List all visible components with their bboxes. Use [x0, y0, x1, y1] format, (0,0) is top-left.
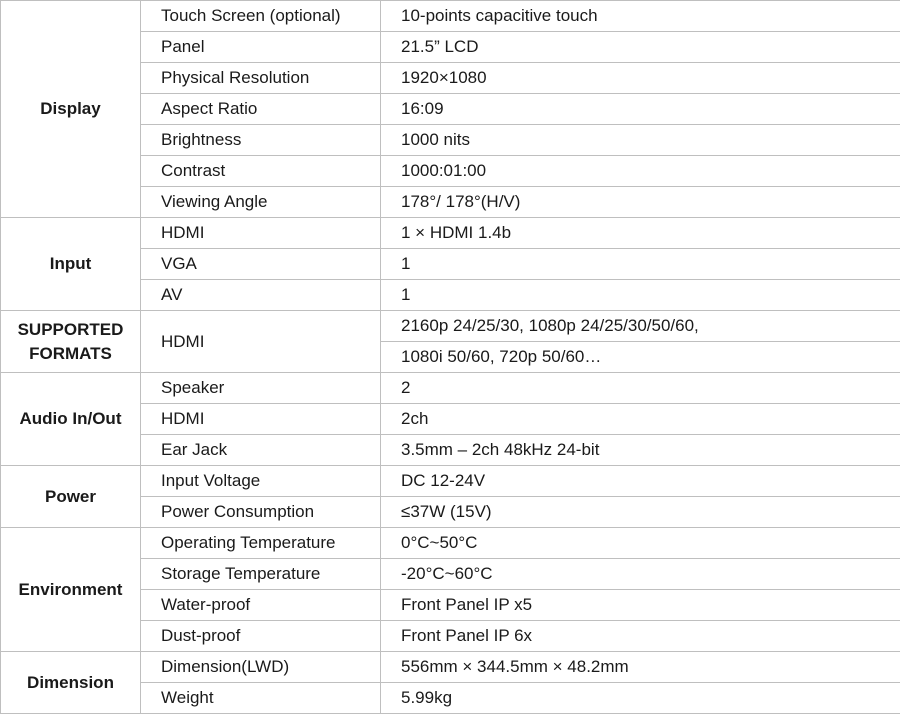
category-power: Power	[1, 466, 141, 528]
spec-value: 1080i 50/60, 720p 50/60…	[381, 342, 900, 373]
table-row	[1, 528, 900, 559]
spec-value: 5.99kg	[381, 683, 900, 714]
spec-label: Water-proof	[141, 590, 381, 621]
spec-value: DC 12-24V	[381, 466, 900, 497]
table-row	[1, 1, 900, 32]
spec-label: Contrast	[141, 156, 381, 187]
spec-value: 16:09	[381, 94, 900, 125]
spec-value: 1 × HDMI 1.4b	[381, 218, 900, 249]
spec-label: VGA	[141, 249, 381, 280]
spec-label: Dust-proof	[141, 621, 381, 652]
spec-label: Power Consumption	[141, 497, 381, 528]
spec-value: 1	[381, 280, 900, 311]
category-display: Display	[1, 1, 141, 218]
spec-label: Physical Resolution	[141, 63, 381, 94]
spec-label: Brightness	[141, 125, 381, 156]
spec-label: Viewing Angle	[141, 187, 381, 218]
spec-value: 2	[381, 373, 900, 404]
spec-label: AV	[141, 280, 381, 311]
spec-label: Operating Temperature	[141, 528, 381, 559]
spec-value: -20°C~60°C	[381, 559, 900, 590]
spec-value: 10-points capacitive touch	[381, 1, 900, 32]
table-row	[1, 311, 900, 342]
category-input: Input	[1, 218, 141, 311]
table-row	[1, 466, 900, 497]
table-row	[1, 373, 900, 404]
spec-value: 556mm × 344.5mm × 48.2mm	[381, 652, 900, 683]
spec-value: Front Panel IP x5	[381, 590, 900, 621]
spec-value: ≤37W (15V)	[381, 497, 900, 528]
spec-label: Dimension(LWD)	[141, 652, 381, 683]
category-environment: Environment	[1, 528, 141, 652]
spec-label: HDMI	[141, 311, 381, 373]
spec-label: Panel	[141, 32, 381, 63]
spec-value: 2ch	[381, 404, 900, 435]
spec-value: 0°C~50°C	[381, 528, 900, 559]
spec-value: 21.5” LCD	[381, 32, 900, 63]
spec-value: Front Panel IP 6x	[381, 621, 900, 652]
spec-label: Touch Screen (optional)	[141, 1, 381, 32]
spec-label: HDMI	[141, 218, 381, 249]
spec-label: Input Voltage	[141, 466, 381, 497]
spec-value: 1	[381, 249, 900, 280]
spec-label: Storage Temperature	[141, 559, 381, 590]
spec-label: Weight	[141, 683, 381, 714]
spec-label: HDMI	[141, 404, 381, 435]
spec-label: Speaker	[141, 373, 381, 404]
spec-table-body	[1, 1, 900, 714]
spec-value: 3.5mm – 2ch 48kHz 24-bit	[381, 435, 900, 466]
spec-label: Aspect Ratio	[141, 94, 381, 125]
category-supported-formats: SUPPORTED FORMATS	[1, 311, 141, 373]
spec-value: 1000:01:00	[381, 156, 900, 187]
spec-value: 1920×1080	[381, 63, 900, 94]
spec-value: 178°/ 178°(H/V)	[381, 187, 900, 218]
spec-value: 1000 nits	[381, 125, 900, 156]
spec-label: Ear Jack	[141, 435, 381, 466]
table-row	[1, 218, 900, 249]
category-dimension: Dimension	[1, 652, 141, 714]
category-audio: Audio In/Out	[1, 373, 141, 466]
spec-value: 2160p 24/25/30, 1080p 24/25/30/50/60,	[381, 311, 900, 342]
table-row	[1, 652, 900, 683]
